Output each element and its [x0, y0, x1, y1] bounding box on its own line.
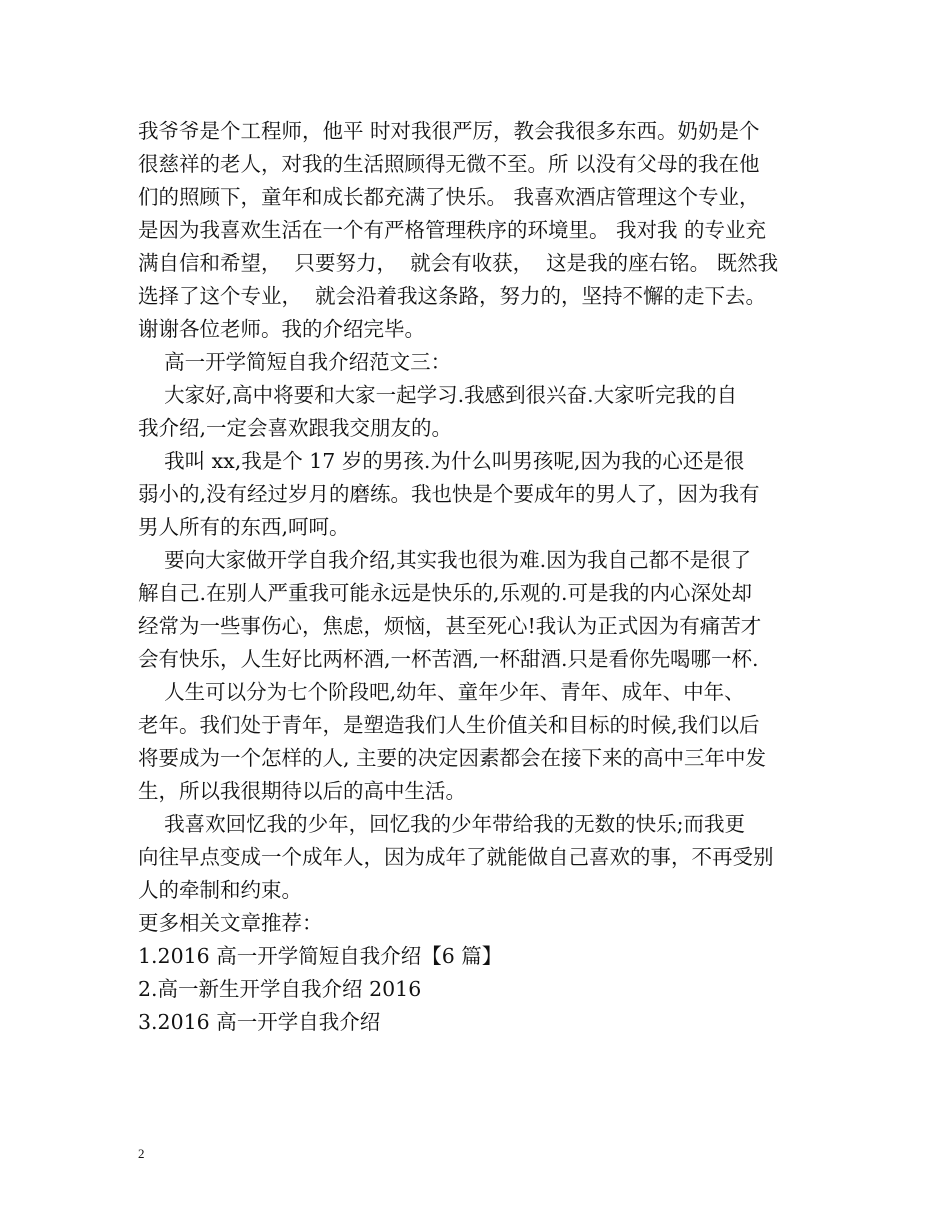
text-line: 弱小的,没有经过岁月的磨练。我也快是个要成年的男人了，因为我有 [138, 482, 760, 506]
text-line: 将要成为一个怎样的人, 主要的决定因素都会在接下来的高中三年中发 [138, 746, 767, 770]
text-line: 我介绍,一定会喜欢跟我交朋友的。 [138, 416, 453, 440]
text-line: 选择了这个专业， 就会沿着我这条路，努力的，坚持不懈的走下去。 [138, 284, 767, 308]
related-article-link-3[interactable]: 3.2016 高一开学自我介绍 [138, 1010, 381, 1034]
text-line: 经常为一些事伤心，焦虑，烦恼，甚至死心!我认为正式因为有痛苦才 [138, 614, 762, 638]
section-heading: 高一开学简短自我介绍范文三： [138, 350, 452, 374]
text-line: 解自己.在别人严重我可能永远是快乐的,乐观的.可是我的内心深处却 [138, 581, 753, 605]
text-line: 谢谢各位老师。我的介绍完毕。 [138, 317, 425, 341]
text-line: 们的照顾下，童年和成长都充满了快乐。 我喜欢酒店管理这个专业， [138, 185, 760, 209]
related-article-link-2[interactable]: 2.高一新生开学自我介绍 2016 [138, 977, 422, 1001]
text-line: 是因为我喜欢生活在一个有严格管理秩序的环境里。 我对我 的专业充 [138, 218, 767, 242]
related-article-link-1[interactable]: 1.2016 高一开学简短自我介绍【6 篇】 [138, 944, 503, 968]
text-line: 很慈祥的老人，对我的生活照顾得无微不至。所 以没有父母的我在他 [138, 152, 760, 176]
text-line: 向往早点变成一个成年人，因为成年了就能做自己喜欢的事，不再受别 [138, 845, 774, 869]
text-line: 我叫 xx,我是个 17 岁的男孩.为什么叫男孩呢,因为我的心还是很 [138, 449, 745, 473]
text-line: 满自信和希望， 只要努力， 就会有收获， 这是我的座右铭。 既然我 [138, 251, 779, 275]
text-line: 人生可以分为七个阶段吧,幼年、童年少年、青年、成年、中年、 [138, 680, 745, 704]
text-line: 老年。我们处于青年，是塑造我们人生价值关和目标的时候,我们以后 [138, 713, 760, 737]
text-line: 人的牵制和约束。 [138, 878, 302, 902]
related-articles-heading: 更多相关文章推荐： [138, 911, 323, 935]
page-number: 2 [138, 1146, 145, 1161]
text-line: 我爷爷是个工程师，他平 时对我很严厉，教会我很多东西。奶奶是个 [138, 119, 760, 143]
text-line: 会有快乐，人生好比两杯酒,一杯苦酒,一杯甜酒.只是看你先喝哪一杯. [138, 647, 759, 671]
text-line: 要向大家做开学自我介绍,其实我也很为难.因为我自己都不是很了 [138, 548, 752, 572]
document-body [138, 115, 814, 1039]
text-line: 大家好,高中将要和大家一起学习.我感到很兴奋.大家听完我的自 [138, 383, 738, 407]
text-line: 我喜欢回忆我的少年，回忆我的少年带给我的无数的快乐;而我更 [138, 812, 745, 836]
text-line: 男人所有的东西,呵呵。 [138, 515, 350, 539]
text-line: 生，所以我很期待以后的高中生活。 [138, 779, 466, 803]
